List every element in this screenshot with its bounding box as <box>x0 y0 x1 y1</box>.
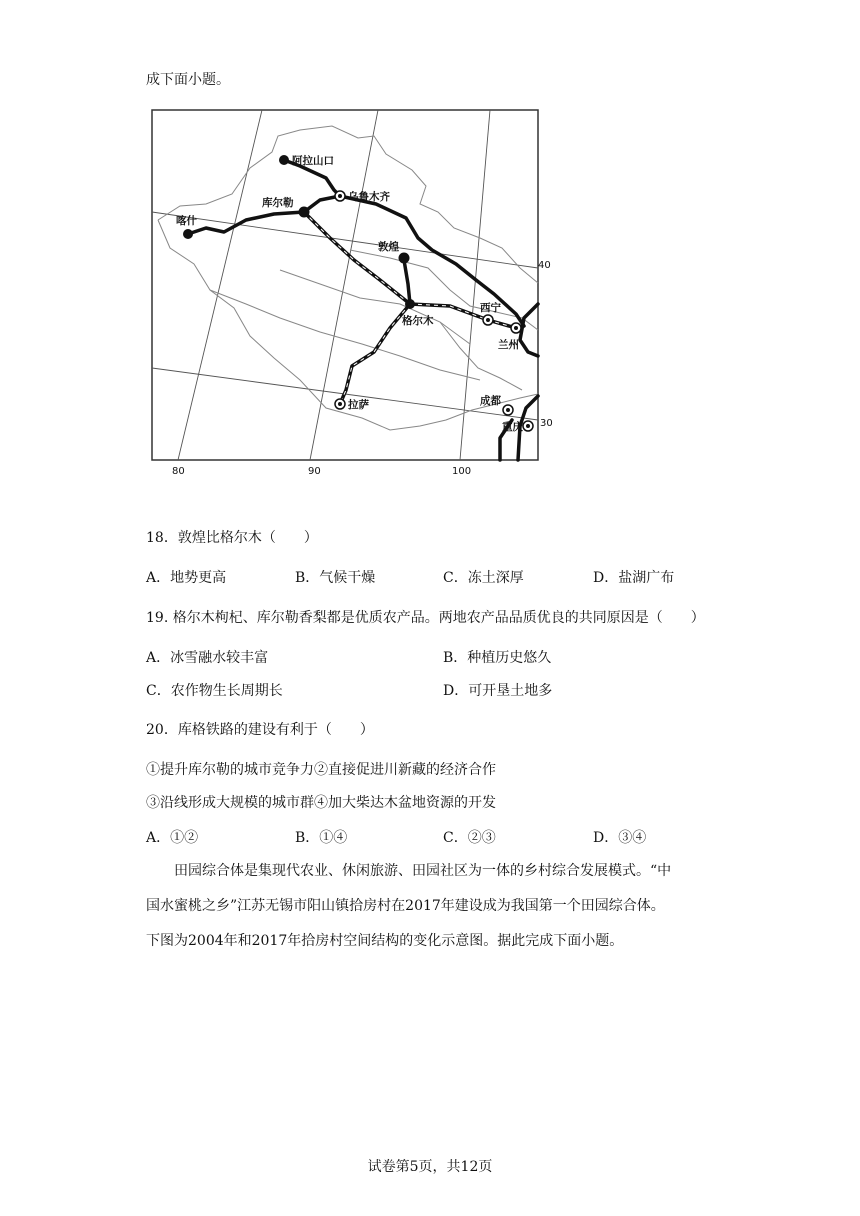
q20-statements-1: ①提升库尔勒的城市竞争力②直接促进川新藏的经济合作 <box>146 762 496 778</box>
q19-option-b[interactable]: B．种植历史悠久 <box>443 650 552 666</box>
q18-option-b[interactable]: B．气候干燥 <box>295 570 376 586</box>
passage-line-2: 国水蜜桃之乡”江苏无锡市阳山镇拾房村在2017年建设成为我国第一个田园综合体。 <box>146 898 665 914</box>
q20-option-d[interactable]: D．③④ <box>593 830 647 846</box>
dunhuang-dot <box>399 253 410 264</box>
lon-label-100: 100 <box>452 466 472 477</box>
q18-option-a[interactable]: A．地势更高 <box>146 570 227 586</box>
q18-stem: 18．敦煌比格尔木（ ） <box>146 530 318 546</box>
lat-label-40: 40 <box>538 260 551 271</box>
label-chengdu: 成都 <box>480 395 501 407</box>
railway-map <box>150 108 553 480</box>
q18-option-d[interactable]: D．盐湖广布 <box>593 570 675 586</box>
lon-label-90: 90 <box>308 466 321 477</box>
q19-stem: 19. 格尔木枸杞、库尔勒香梨都是优质农产品。两地农产品品质优良的共同原因是（ ） <box>146 610 705 626</box>
q20-option-b[interactable]: B．①④ <box>295 830 348 846</box>
golmud-dot <box>405 299 415 309</box>
intro-tail-text: 成下面小题。 <box>146 72 230 88</box>
q18-option-c[interactable]: C．冻土深厚 <box>443 570 524 586</box>
korla-dot <box>299 207 310 218</box>
passage-line-1: 田园综合体是集现代农业、休闲旅游、田园社区为一体的乡村综合发展模式。“中 <box>174 863 672 879</box>
q20-statements-2: ③沿线形成大规模的城市群④加大柴达木盆地资源的开发 <box>146 795 496 811</box>
label-korla: 库尔勒 <box>262 197 294 209</box>
q20-stem: 20．库格铁路的建设有利于（ ） <box>146 722 374 738</box>
passage-line-3: 下图为2004年和2017年拾房村空间结构的变化示意图。据此完成下面小题。 <box>146 933 624 949</box>
label-chongqing: 重庆 <box>502 421 523 433</box>
label-lanzhou: 兰州 <box>498 339 519 351</box>
label-urumqi: 乌鲁木齐 <box>348 191 390 203</box>
label-lhasa: 拉萨 <box>348 399 369 411</box>
page-footer: 试卷第5页，共12页 <box>367 1159 493 1175</box>
label-xining: 西宁 <box>480 302 501 314</box>
q20-option-a[interactable]: A．①② <box>146 830 199 846</box>
label-golmud: 格尔木 <box>402 315 434 327</box>
q19-option-d[interactable]: D．可开垦土地多 <box>443 683 553 699</box>
alashankou-dot <box>279 155 289 165</box>
label-alashankou: 阿拉山口 <box>292 155 334 167</box>
q19-option-c[interactable]: C．农作物生长周期长 <box>146 683 283 699</box>
lat-label-30: 30 <box>540 418 553 429</box>
q20-option-c[interactable]: C．②③ <box>443 830 496 846</box>
label-dunhuang: 敦煌 <box>378 241 399 253</box>
kashgar-dot <box>183 229 193 239</box>
lon-label-80: 80 <box>172 466 185 477</box>
q19-option-a[interactable]: A．冰雪融水较丰富 <box>146 650 269 666</box>
label-kashgar: 喀什 <box>176 215 197 227</box>
